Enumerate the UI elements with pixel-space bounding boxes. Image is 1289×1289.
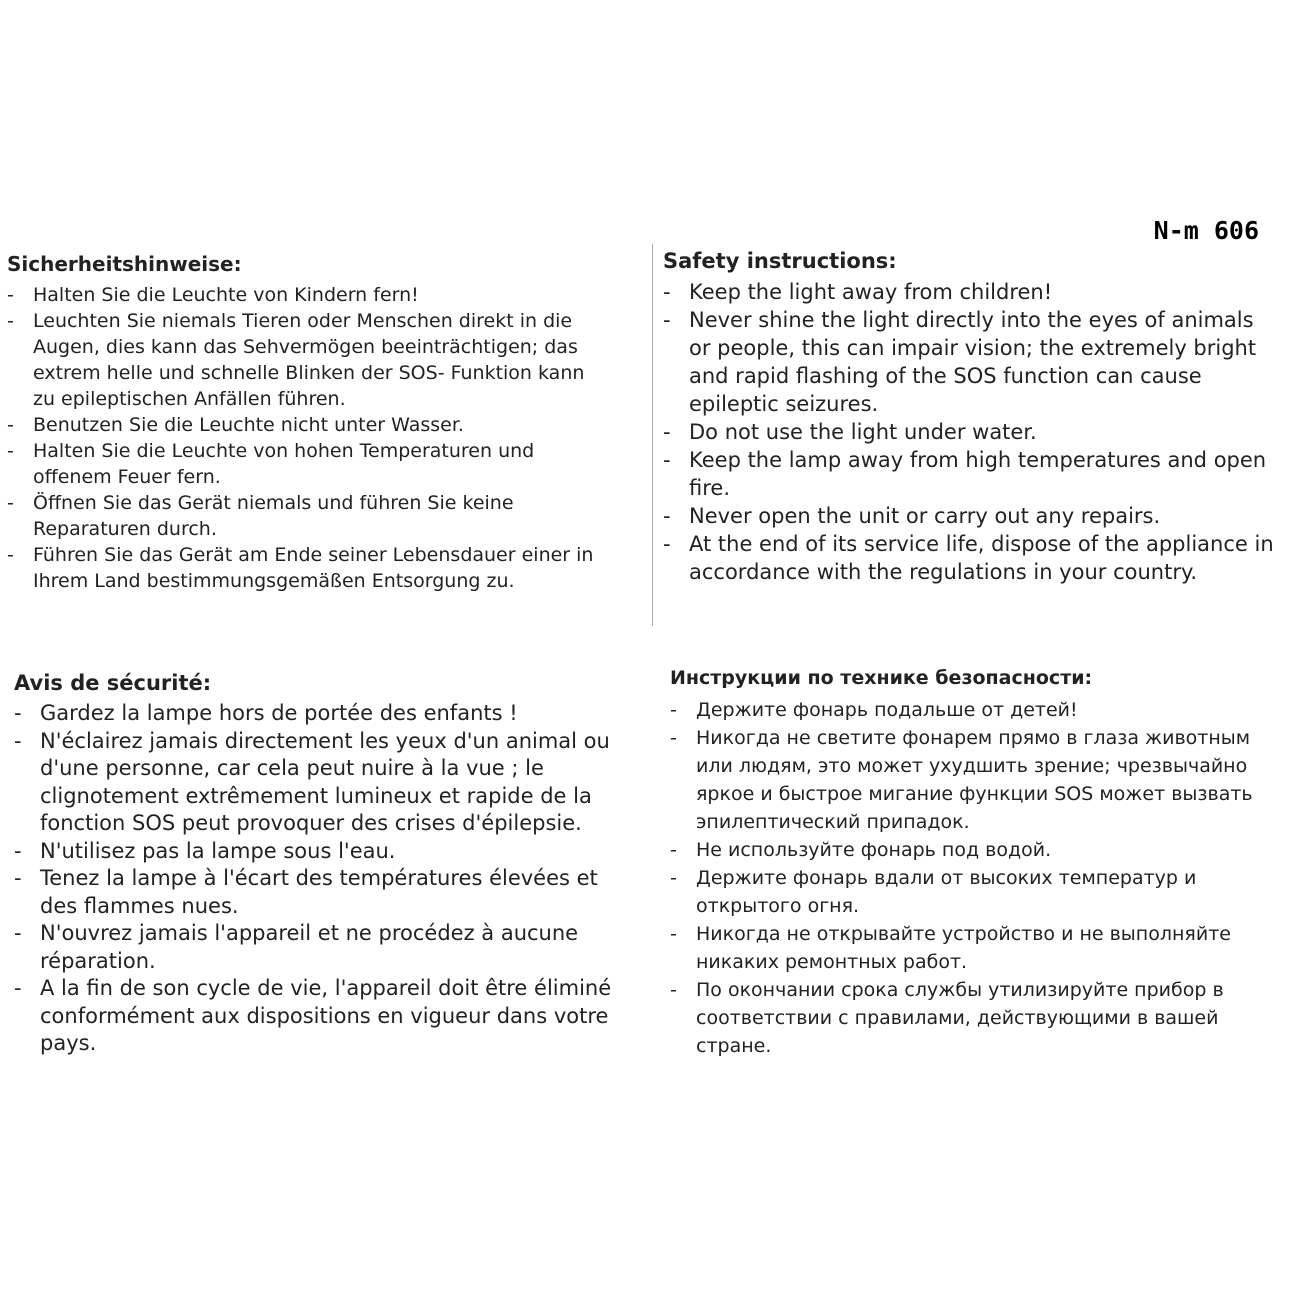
list-item: - Führen Sie das Gerät am Ende seiner Lebensdauer einer in Ihrem Land bestimmungsgemäßen Entsorgung zu. xyxy=(7,542,607,594)
list-item: - N'éclairez jamais directement les yeux d'un animal ou d'une personne, car cela peut nuire à la vue ; le clignotement extrêmement lumineux et rapide de la fonction SOS peut provoquer des crises d'épilepsie. xyxy=(14,728,639,838)
list-item: - A la fin de son cycle de vie, l'appareil doit être éliminé conformément aux dispositions en vigueur dans votre pays. xyxy=(14,975,639,1058)
instruction-list xyxy=(14,700,639,1058)
list-item: - N'ouvrez jamais l'appareil et ne procédez à aucune réparation. xyxy=(14,920,639,975)
section-title: Safety instructions: xyxy=(663,249,897,273)
list-item: - Держите фонарь вдали от высоких температур и открытого огня. xyxy=(670,864,1280,920)
list-item: - N'utilisez pas la lampe sous l'eau. xyxy=(14,838,639,866)
list-item: - Halten Sie die Leuchte von hohen Temperaturen und offenem Feuer fern. xyxy=(7,438,607,490)
list-item: - Keep the light away from children! xyxy=(663,278,1278,306)
section-title: Sicherheitshinweise: xyxy=(7,252,242,276)
list-item: - Не используйте фонарь под водой. xyxy=(670,836,1280,864)
list-item: - Do not use the light under water. xyxy=(663,418,1278,446)
safety-section-french xyxy=(14,668,639,1058)
list-item: - Никогда не открывайте устройство и не выполняйте никаких ремонтных работ. xyxy=(670,920,1280,976)
list-item: - Keep the lamp away from high temperatures and open fire. xyxy=(663,446,1278,502)
list-item: - Never shine the light directly into the eyes of animals or people, this can impair vision; the extremely bright and rapid flashing of the SOS function can cause epileptic seizures. xyxy=(663,306,1278,418)
section-title: Avis de sécurité: xyxy=(14,671,212,695)
list-item: - Benutzen Sie die Leuchte nicht unter Wasser. xyxy=(7,412,607,438)
list-item: - По окончании срока службы утилизируйте прибор в соответствии с правилами, действующими в вашей стране. xyxy=(670,976,1280,1060)
instruction-list xyxy=(7,282,607,594)
section-title: Инструкции по технике безопасности: xyxy=(670,667,1093,689)
instruction-list xyxy=(670,696,1280,1060)
list-item: - Halten Sie die Leuchte von Kindern fern! xyxy=(7,282,607,308)
safety-section-english xyxy=(663,246,1278,586)
column-divider xyxy=(652,244,653,626)
list-item: - Öffnen Sie das Gerät niemals und führen Sie keine Reparaturen durch. xyxy=(7,490,607,542)
list-item: - Tenez la lampe à l'écart des températures élevées et des flammes nues. xyxy=(14,865,639,920)
safety-section-russian xyxy=(670,664,1280,1060)
list-item: - Never open the unit or carry out any repairs. xyxy=(663,502,1278,530)
instruction-list xyxy=(663,278,1278,586)
model-code: N-m 606 xyxy=(1153,216,1259,245)
list-item: - Gardez la lampe hors de portée des enfants ! xyxy=(14,700,639,728)
list-item: - Leuchten Sie niemals Tieren oder Menschen direkt in die Augen, dies kann das Sehvermögen beeinträchtigen; das extrem helle und schnelle Blinken der SOS- Funktion kann zu epileptischen Anfällen führen. xyxy=(7,308,607,412)
safety-section-german xyxy=(7,250,607,594)
list-item: - Никогда не светите фонарем прямо в глаза животным или людям, это может ухудшить зрение; чрезвычайно яркое и быстрое мигание функции SOS может вызвать эпилептический припадок. xyxy=(670,724,1280,836)
list-item: - Держите фонарь подальше от детей! xyxy=(670,696,1280,724)
list-item: - At the end of its service life, dispose of the appliance in accordance with the regulations in your country. xyxy=(663,530,1278,586)
